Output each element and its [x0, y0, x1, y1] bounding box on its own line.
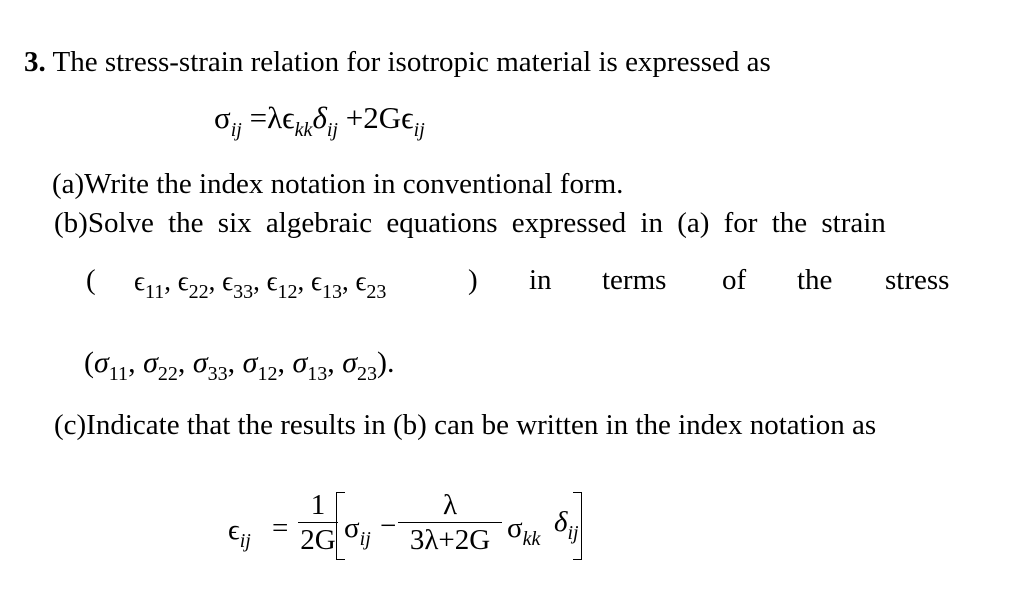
eq2-frac2	[398, 490, 502, 556]
word-the: the	[797, 264, 833, 296]
stress-item: $\sigma_{33}$,	[192, 346, 236, 385]
eq1-lambda: λ	[267, 100, 283, 135]
eq2-frac2-den: 3λ+2G	[409, 524, 491, 557]
stress-open-paren: (	[84, 346, 94, 379]
eq1-plus: +	[345, 100, 364, 135]
eq1-delta: δ	[312, 100, 327, 135]
part-b-line2-close: )	[468, 264, 478, 296]
strain-item: $\epsilon_{23}$	[355, 266, 387, 303]
eq1-equals: =	[249, 100, 268, 135]
stress-list	[84, 346, 395, 385]
eq2-right-bracket	[573, 492, 582, 560]
part-b-line1: (b)Solve the six algebraic equations expressed in (a) for the strain	[54, 207, 886, 239]
eq1-eps-sub: kk	[294, 119, 313, 141]
stress-item: $\sigma_{23}$	[342, 346, 378, 385]
eq2-frac2-bar	[398, 522, 502, 523]
word-in: in	[529, 264, 552, 296]
eq1-eps2: ϵ	[401, 100, 414, 135]
part-a-text: (a)Write the index notation in conventional form.	[52, 168, 624, 200]
part-b-line2-open: (	[86, 264, 96, 296]
equation-strain-stress	[228, 490, 608, 570]
stress-item: $\sigma_{13}$,	[292, 346, 335, 385]
eq2-equals: =	[272, 512, 289, 544]
eq1-eps: ϵ	[282, 100, 295, 135]
stress-item: $\sigma_{11}$,	[94, 346, 136, 385]
eq2-sigma-kk: $\sigma_{kk}$	[507, 512, 541, 550]
eq2-eps-sub: ij	[239, 530, 251, 552]
problem-number: 3.	[24, 46, 46, 78]
word-of: of	[722, 264, 747, 296]
eq2-eps: ϵ	[228, 514, 240, 546]
stress-item: $\sigma_{12}$,	[242, 346, 285, 385]
strain-list	[134, 266, 387, 303]
equation-stress-strain	[214, 100, 425, 141]
word-stress: stress	[885, 264, 950, 296]
strain-item: $\epsilon_{33}$,	[222, 266, 260, 303]
stress-close-paren: ).	[377, 346, 395, 379]
eq2-frac1-bar	[298, 522, 338, 523]
problem-statement: The stress-strain relation for isotropic material is expressed as	[52, 46, 771, 78]
eq1-sigma: σ	[214, 100, 231, 135]
eq1-delta-sub: ij	[326, 119, 338, 141]
eq1-2g: 2G	[363, 100, 402, 135]
stress-item: $\sigma_{22}$,	[143, 346, 186, 385]
eq2-frac1-den: 2G	[300, 524, 336, 557]
eq1-sigma-sub: ij	[230, 119, 242, 141]
strain-item: $\epsilon_{22}$,	[177, 266, 216, 303]
eq2-sigma-ij: $\sigma_{ij}$	[344, 512, 371, 550]
eq2-minus: −	[380, 510, 397, 542]
eq2-frac1-num: 1	[310, 489, 326, 521]
strain-item: $\epsilon_{13}$,	[311, 266, 349, 303]
eq2-lhs	[228, 514, 251, 552]
strain-item: $\epsilon_{12}$,	[266, 266, 305, 303]
part-c-text: (c)Indicate that the results in (b) can be written in the index notation as	[54, 409, 877, 441]
strain-item: $\epsilon_{11}$,	[134, 266, 171, 303]
eq2-frac1	[298, 490, 338, 556]
problem-heading	[24, 48, 771, 77]
eq2-delta: $\delta_{ij}$	[554, 506, 579, 544]
eq1-eps2-sub: ij	[413, 119, 425, 141]
word-terms: terms	[602, 264, 667, 296]
eq2-frac2-num: λ	[442, 489, 458, 521]
